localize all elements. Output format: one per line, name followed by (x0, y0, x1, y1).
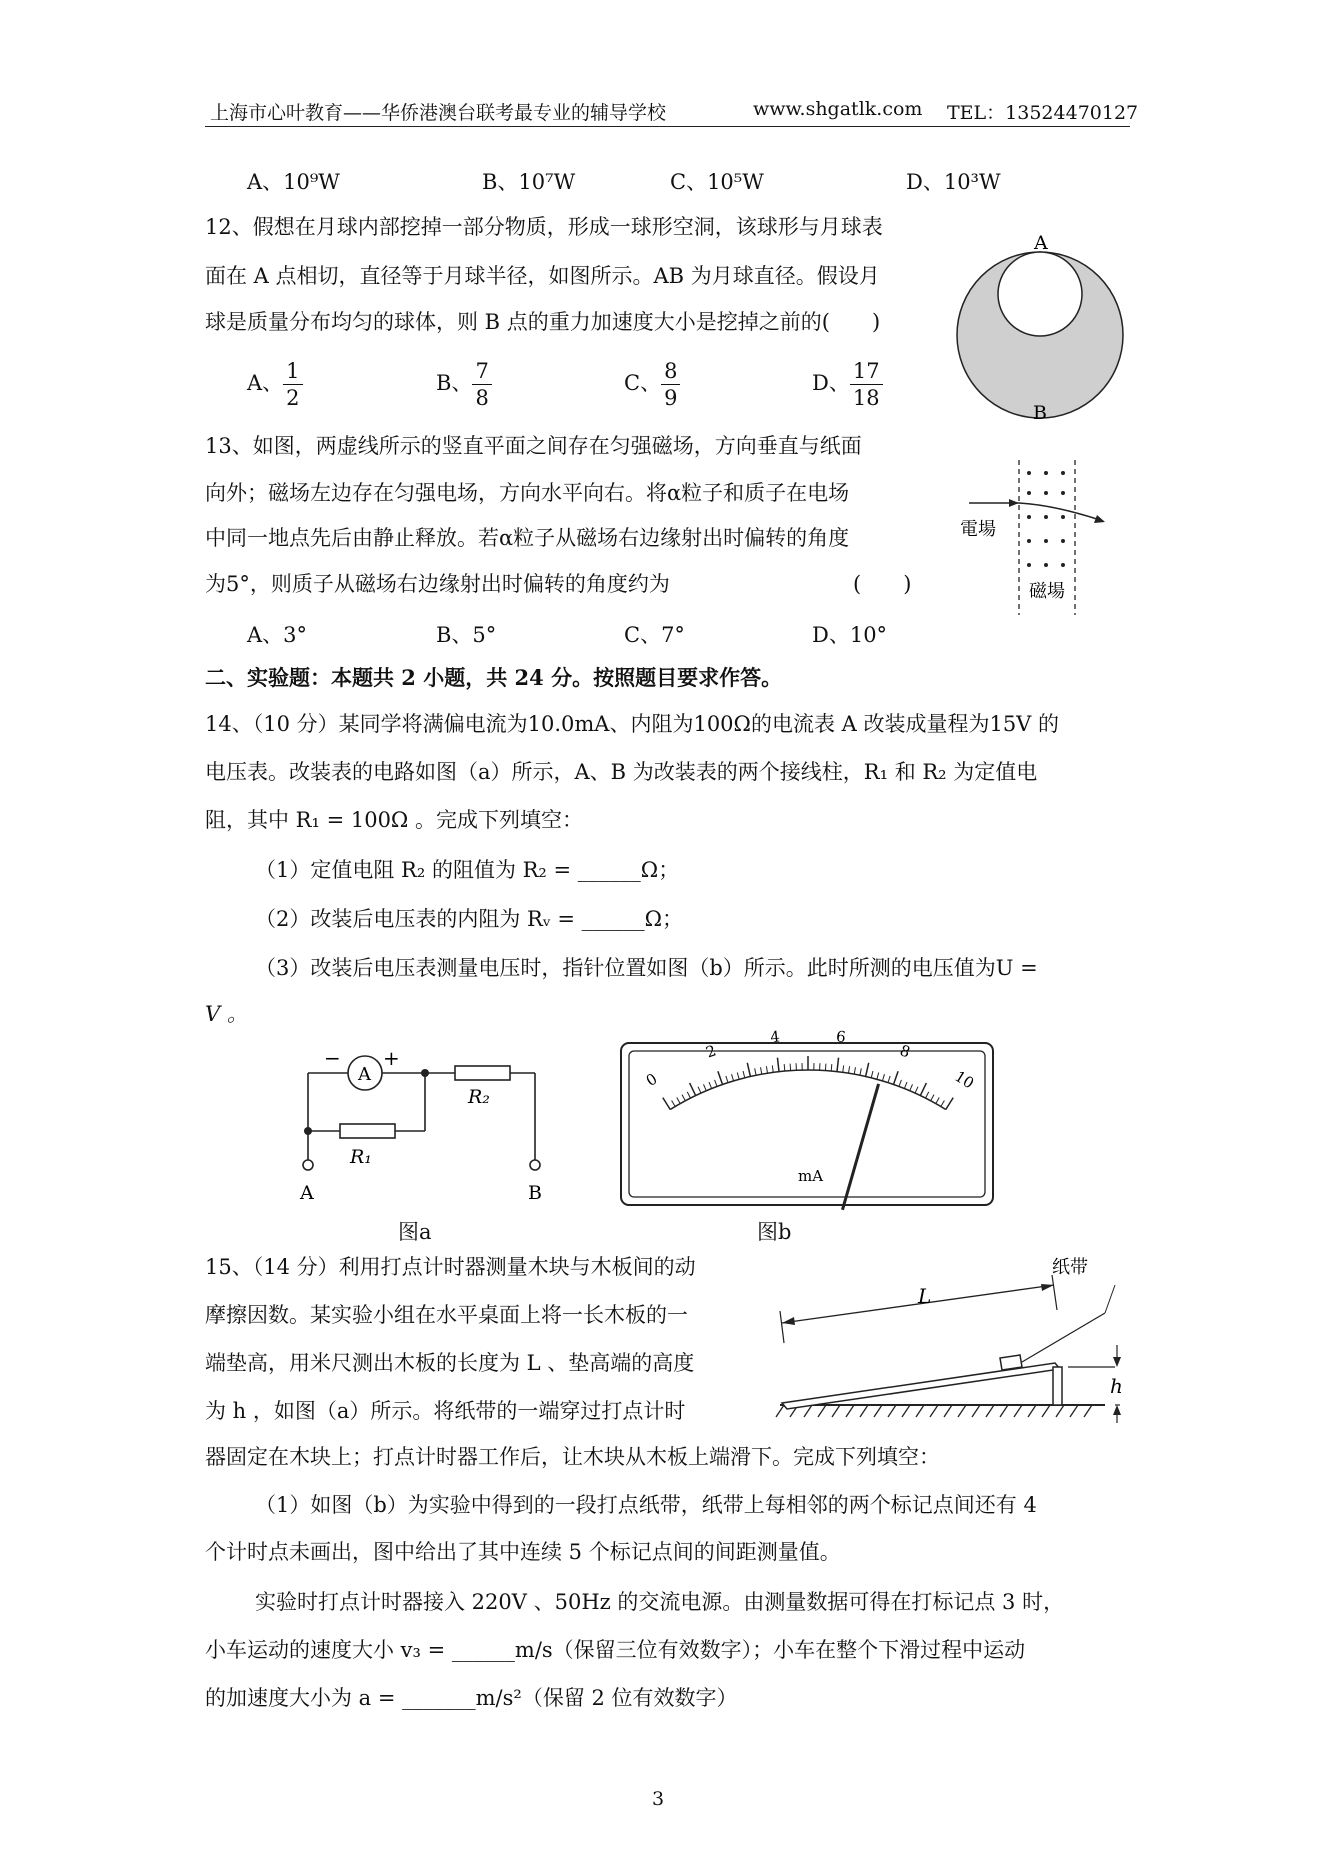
q15-line5: 器固定在木块上；打点计时器工作后，让木块从木板上端滑下。完成下列填空： (205, 1445, 940, 1469)
q15-line2: 摩擦因数。某实验小组在水平桌面上将一长木板的一 (205, 1303, 688, 1327)
terminal-b-post (530, 1160, 540, 1170)
q14-sub3: （3）改装后电压表测量电压时，指针位置如图（b）所示。此时所测的电压值为U = (255, 956, 1038, 980)
page-header (205, 96, 1139, 127)
q15-line1: 15、（14 分）利用打点计时器测量木块与木板间的动 (205, 1255, 696, 1279)
fig-b-caption: 图b (757, 1220, 792, 1244)
ammeter-label: A (358, 1064, 371, 1085)
q11-option-b: B、10⁷W (482, 170, 576, 194)
q14-line1: 14、（10 分）某同学将满偏电流为10.0mA、内阻为100Ω的电流表 A 改装成量程为15V 的 (205, 712, 1060, 736)
tape-pointer (1105, 1285, 1115, 1313)
q15-line4: 为 h ，如图（a）所示。将纸带的一端穿过打点计时 (205, 1399, 686, 1423)
meter-tick-label: 8 (897, 1041, 913, 1062)
q14-sub2: （2）改装后电压表的内阻为 Rᵥ = ______Ω； (255, 907, 684, 931)
tape-label: 纸带 (1052, 1257, 1088, 1278)
q13-paren: ( ) (853, 572, 912, 596)
q15-line6: （1）如图（b）为实验中得到的一段打点纸带，纸带上每相邻的两个标记点间还有 4 (255, 1493, 1037, 1517)
incline-figure (770, 1255, 1140, 1425)
meter-tick-label: 10 (951, 1067, 978, 1093)
meter-figure-b (618, 1027, 998, 1210)
wood-block (1000, 1355, 1022, 1370)
q15-line10: 的加速度大小为 a = _______m/s²（保留 2 位有效数字） (205, 1686, 738, 1710)
fig-a-caption: 图a (398, 1220, 432, 1244)
q12-option-d: D、 $\frac{17}{18}$ (812, 358, 883, 411)
q13-line4: 为5°，则质子从磁场右边缘射出时偏转的角度约为 (205, 572, 670, 596)
q15-line8: 实验时打点计时器接入 220V 、50Hz 的交流电源。由测量数据可得在打标记点 3 时， (255, 1590, 1065, 1614)
cavity-circle (998, 252, 1082, 336)
header-school: 上海市心叶教育——华侨港澳台联考最专业的辅导学校 (210, 102, 667, 124)
meter-tick-label: 6 (835, 1027, 847, 1047)
resistor-r1 (340, 1124, 395, 1138)
header-website: www.shgatlk.com (753, 98, 923, 120)
q15-line3: 端垫高，用米尺测出木板的长度为 L 、垫高端的高度 (205, 1351, 695, 1375)
q11-option-c: C、10⁵W (670, 170, 764, 194)
header-tel: TEL：13524470127 (947, 102, 1139, 124)
meter-tick (784, 1064, 785, 1071)
section2-title: 二、实验题：本题共 2 小题，共 24 分。按照题目要求作答。 (205, 665, 783, 690)
wooden-board (782, 1363, 1060, 1409)
q11-option-a: A、10⁹W (247, 170, 340, 194)
support-block (1053, 1367, 1062, 1405)
q14-sub3-cont: V 。 (205, 1002, 248, 1026)
meter-tick-label: 0 (642, 1069, 661, 1090)
meter-tick (831, 1064, 832, 1071)
r1-label: R₁ (350, 1146, 372, 1168)
ammeter-minus: − (324, 1046, 341, 1070)
q13-line2: 向外；磁场左边存在匀强电场，方向水平向右。将α粒子和质子在电场 (205, 481, 850, 505)
terminal-a-post (303, 1160, 313, 1170)
q12-option-a: A、 $\frac{1}{2}$ (247, 358, 303, 411)
electric-field-label: 電場 (960, 519, 996, 540)
q13-line3: 中同一地点先后由静止释放。若α粒子从磁场右边缘射出时偏转的角度 (205, 526, 850, 550)
length-label: L (918, 1284, 932, 1308)
q12-line1: 12、假想在月球内部挖掉一部分物质，形成一球形空洞，该球形与月球表 (205, 215, 883, 239)
magnetic-field-dots (1027, 471, 1065, 567)
moon-cavity-figure (955, 225, 1145, 425)
terminal-a-label: A (300, 1182, 314, 1204)
q14-sub1: （1）定值电阻 R₂ 的阻值为 R₂ = ______Ω； (255, 858, 680, 882)
q13-option-c: C、7° (624, 623, 685, 647)
circuit-figure-a (280, 1045, 570, 1240)
height-label: h (1110, 1374, 1123, 1398)
magnetic-field-label: 磁場 (1029, 581, 1065, 602)
field-figure (955, 455, 1125, 620)
meter-unit: mA (798, 1167, 824, 1185)
point-a-label: A (1034, 232, 1048, 254)
q14-line3: 阻，其中 R₁ = 100Ω 。完成下列填空： (205, 808, 584, 832)
particle-path (1019, 503, 1103, 521)
q12-option-c: C、 $\frac{8}{9}$ (624, 358, 680, 411)
q13-line1: 13、如图，两虚线所示的竖直平面之间存在匀强磁场，方向垂直与纸面 (205, 434, 862, 458)
q13-option-b: B、5° (436, 623, 497, 647)
meter-tick-label: 2 (703, 1041, 719, 1062)
table-hatching (776, 1405, 1092, 1417)
q15-line9: 小车运动的速度大小 v₃ = ______m/s（保留三位有效数字）；小车在整个下滑过程中运动 (205, 1638, 1026, 1662)
resistor-r2 (455, 1066, 510, 1080)
paper-tape (1022, 1313, 1105, 1362)
q13-option-a: A、3° (247, 623, 308, 647)
r2-label: R₂ (468, 1086, 490, 1108)
ammeter-plus: + (383, 1046, 400, 1070)
q12-line3: 球是质量分布均匀的球体，则 B 点的重力加速度大小是挖掉之前的( ) (205, 310, 881, 334)
q15-line7: 个计时点未画出，图中给出了其中连续 5 个标记点间的间距测量值。 (205, 1540, 841, 1564)
q13-option-d: D、10° (812, 623, 888, 647)
meter-tick-label: 4 (769, 1027, 781, 1047)
q11-option-d: D、10³W (906, 170, 1001, 194)
point-b-label: B (1033, 402, 1047, 424)
q12-line2: 面在 A 点相切，直径等于月球半径，如图所示。AB 为月球直径。假设月 (205, 264, 880, 288)
page-number: 3 (652, 1788, 665, 1810)
terminal-b-label: B (528, 1182, 542, 1204)
q12-option-b: B、 $\frac{7}{8}$ (436, 358, 492, 411)
q14-line2: 电压表。改装表的电路如图（a）所示，A、B 为改装表的两个接线柱，R₁ 和 R₂ 为定值电 (205, 760, 1038, 784)
